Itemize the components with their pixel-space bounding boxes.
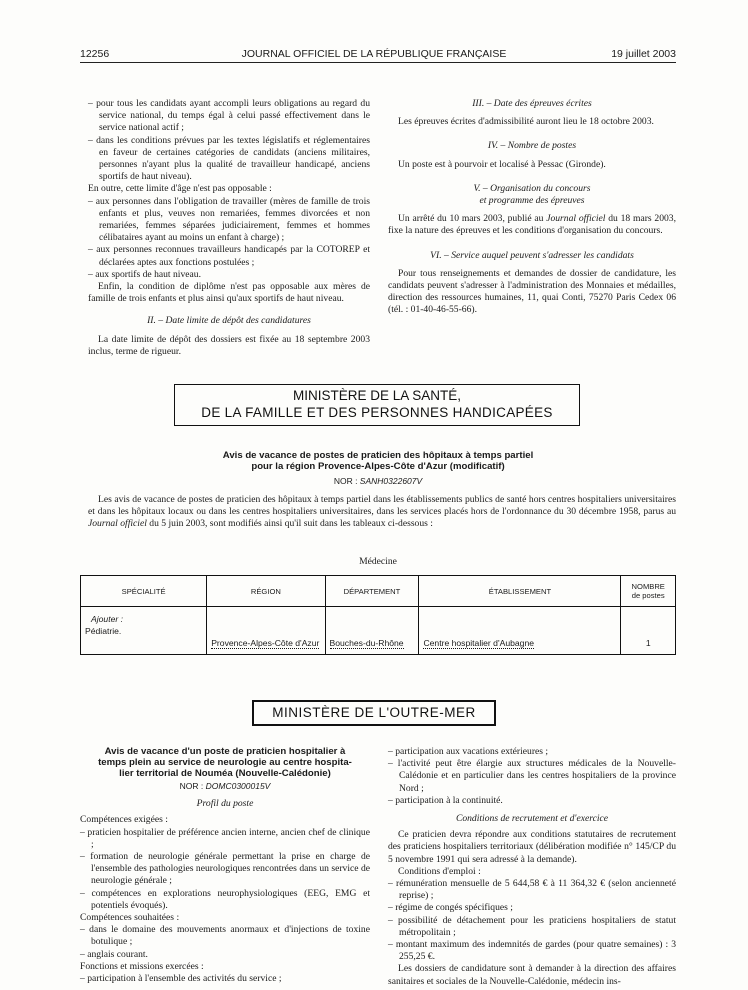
- list-item: – aux personnes dans l'obligation de travailler (mères de famille de trois enfants et plus, veuves non remariées, femmes divorcées et non remariées, femmes séparées judiciairement, femmes et hommes célibataires ayant au moins un enfant à charge) ;: [88, 195, 370, 244]
- list-item: – compétences en explorations neurophysiologiques (EEG, EMG et potentiels évoqués).: [80, 887, 370, 911]
- list-item: – formation de neurologie générale permettant la prise en charge de l'ensemble des pathologies neurologiques rencontrées dans un service de neurologie générale ;: [80, 851, 370, 887]
- header-rule: [80, 62, 676, 63]
- ministry-heading-outremer: MINISTÈRE DE L'OUTRE-MER: [252, 700, 496, 726]
- ministry-heading-sante: MINISTÈRE DE LA SANTÉ, DE LA FAMILLE ET DES PERSONNES HANDICAPÉES: [174, 384, 580, 426]
- column-header: RÉGION: [207, 576, 325, 607]
- list-item: – régime de congés spécifiques ;: [388, 902, 513, 914]
- section-title: Conditions de recrutement et d'exercice: [455, 813, 609, 825]
- list-item: – anglais courant.: [80, 948, 148, 960]
- avis-body: Les avis de vacance de postes de praticien des hôpitaux à temps partiel dans les établissements publics de santé hors centres hospitaliers universitaires et dans les hôpitaux locaux ou dans les centres hospitaliers universitaires, dans les services placés hors de l'ordonnance du 30 décembre 1958, parus au Journal officiel du 5 juin 2003, sont modifiés ainsi qu'il suit dans les tableaux ci-dessous :: [88, 494, 676, 530]
- column-header: DÉPARTEMENT: [325, 576, 419, 607]
- paragraph: Pour tous renseignements et demandes de dossier de candidature, les candidats peuvent s'adresser à l'administration des Monnaies et médailles, direction des ressources humaines, 11, quai Conti, 75270 Paris Cedex 06 (tél. : 01-40-46-55-66).: [388, 267, 676, 316]
- cell-etablissement: Centre hospitalier d'Aubagne: [423, 638, 535, 648]
- table-row: [81, 607, 676, 655]
- cell-specialite: Pédiatrie.: [85, 626, 122, 636]
- top-left-column: [88, 98, 370, 358]
- section-title: Profil du poste: [196, 798, 254, 810]
- top-right-column: [388, 98, 676, 317]
- journal-title: JOURNAL OFFICIEL DE LA RÉPUBLIQUE FRANÇAISE: [241, 48, 507, 60]
- posts-table: [80, 575, 676, 655]
- list-item: – aux sportifs de haut niveau.: [88, 268, 201, 280]
- avis-title: Avis de vacance de postes de praticien des hôpitaux à temps partiel pour la région Provence-Alpes-Côte d'Azur (modificatif): [222, 450, 534, 472]
- section-title: II. – Date limite de dépôt des candidatures: [147, 315, 311, 327]
- list-item: – aux personnes reconnues travailleurs handicapés par la COTOREP et déclarées aptes aux fonctions postulées ;: [88, 244, 370, 268]
- bottom-left-column: [80, 746, 370, 985]
- list-item: – praticien hospitalier de préférence ancien interne, ancien chef de clinique ;: [80, 826, 370, 850]
- section-title: IV. – Nombre de postes: [487, 140, 577, 152]
- paragraph: Les dossiers de candidature sont à demander à la direction des affaires sanitaires et sociales de la Nouvelle-Calédonie, médecin ins-: [388, 963, 676, 987]
- section-title: III. – Date des épreuves écrites: [472, 98, 592, 109]
- nor-reference: NOR : DOMC0300015V: [179, 781, 271, 791]
- section-title: V. – Organisation du concours: [473, 182, 591, 194]
- list-item: – participation à la continuité.: [388, 794, 503, 806]
- cell-departement: Bouches-du-Rhône: [329, 638, 404, 648]
- paragraph: Conditions d'emploi :: [398, 865, 481, 877]
- column-header: SPÉCIALITÉ: [81, 576, 207, 607]
- nor-reference: NOR : SANH0322607V: [333, 476, 423, 486]
- paragraph: Enfin, la condition de diplôme n'est pas opposable aux mères de famille de trois enfants et plus ainsi qu'aux sportifs de haut niveau.: [88, 281, 370, 305]
- paragraph: Ce praticien devra répondre aux conditions statutaires de recrutement des praticiens hospitaliers territoriaux (délibération modifiée n° 145/CP du 5 novembre 1991 qui sera adressé à la demande).: [388, 829, 676, 865]
- list-item: – dans le domaine des mouvements anormaux et d'injections de toxine botulique ;: [80, 924, 370, 948]
- paragraph: La date limite de dépôt des dossiers est fixée au 18 septembre 2003 inclus, terme de rigueur.: [88, 333, 370, 357]
- column-header: ÉTABLISSEMENT: [419, 576, 621, 607]
- paragraph: Un poste est à pourvoir et localisé à Pessac (Gironde).: [398, 158, 606, 170]
- section-title: et programme des épreuves: [479, 195, 585, 207]
- cell-nombre: 1: [621, 607, 676, 655]
- list-item: – montant maximum des indemnités de gardes (pour quatre semaines) : 3 255,25 €.: [388, 939, 676, 963]
- paragraph: Fonctions et missions exercées :: [80, 960, 204, 972]
- paragraph: Les épreuves écrites d'admissibilité auront lieu le 18 octobre 2003.: [398, 116, 654, 128]
- publication-date: 19 juillet 2003: [611, 48, 676, 60]
- table-header-row: [81, 576, 676, 607]
- section-title: VI. – Service auquel peuvent s'adresser les candidats: [430, 249, 634, 261]
- avis-title: Avis de vacance d'un poste de praticien hospitalier à temps plein au service de neurologie au centre hospita- lier territorial de Nouméa (Nouvelle-Calédonie): [98, 746, 352, 779]
- paragraph: Un arrêté du 10 mars 2003, publié au Journal officiel du 18 mars 2003, fixe la nature des épreuves et les conditions d'organisation du concours.: [388, 213, 676, 237]
- page-number: 12256: [80, 48, 110, 60]
- bottom-right-column: [388, 746, 676, 988]
- list-item: – participation aux vacations extérieures ;: [388, 746, 549, 757]
- row-prefix: Ajouter :: [91, 614, 124, 624]
- list-item: – participation à l'ensemble des activités du service ;: [80, 973, 282, 985]
- list-item: – rémunération mensuelle de 5 644,58 € à 11 364,32 € (selon ancienneté reprise) ;: [388, 878, 676, 902]
- column-header: NOMBRE de postes: [621, 576, 676, 607]
- list-item: – pour tous les candidats ayant accompli leurs obligations au regard du service national, du temps égal à celui passé effectivement dans le service national actif ;: [88, 98, 370, 134]
- paragraph: Compétences exigées :: [80, 814, 168, 826]
- paragraph: Compétences souhaitées :: [80, 912, 180, 924]
- list-item: – possibilité de détachement pour les praticiens hospitaliers de statut métropolitain ;: [388, 914, 676, 938]
- table-caption: Médecine: [359, 556, 397, 567]
- list-item: – dans les conditions prévues par les textes législatifs et réglementaires en faveur de certaines catégories de candidats (anciens militaires, personnes n'ayant plus la qualité de travailleur handicapé, anciens sportifs de haut niveau).: [88, 134, 370, 183]
- cell-region: Provence-Alpes-Côte d'Azur: [211, 638, 320, 648]
- list-item: – l'activité peut être élargie aux structures médicales de la Nouvelle-Calédonie et en particulier dans les centres hospitaliers de la province Nord ;: [388, 758, 676, 794]
- paragraph: En outre, cette limite d'âge n'est pas opposable :: [88, 183, 272, 195]
